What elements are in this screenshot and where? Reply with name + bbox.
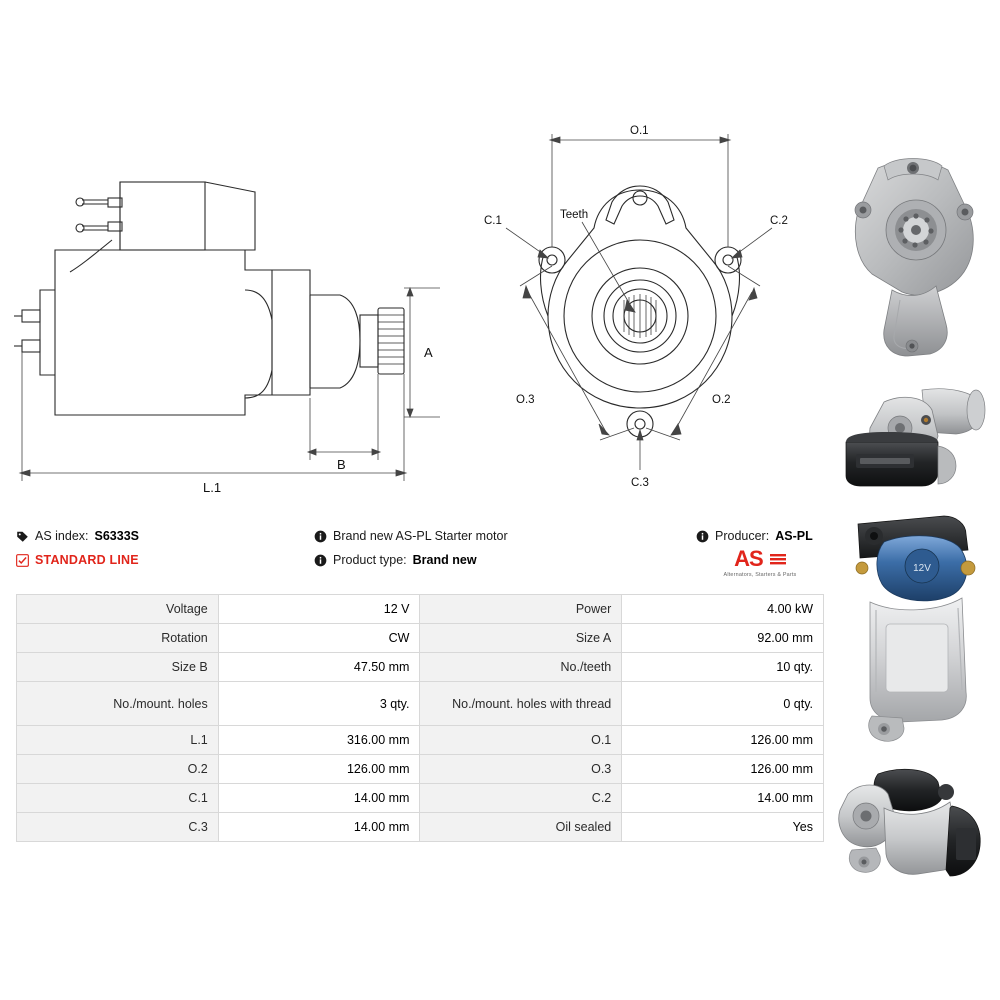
- producer-line: [696, 524, 846, 548]
- spec-key: Rotation: [17, 624, 219, 653]
- voltage-badge: 12V: [913, 563, 931, 574]
- dim-label-c1: C.1: [484, 215, 502, 227]
- spec-value: 316.00 mm: [218, 726, 420, 755]
- dim-label-l1: L.1: [203, 480, 222, 495]
- spec-key: C.2: [420, 784, 622, 813]
- table-row: [17, 624, 824, 653]
- as-pl-logo-text: AS: [734, 546, 763, 571]
- starter-front-view-drawing: [460, 120, 820, 510]
- product-type-value: Brand new: [412, 553, 477, 567]
- spec-value: 4.00 kW: [622, 595, 824, 624]
- starter-photo-solenoid[interactable]: [826, 502, 994, 752]
- info-icon: [696, 530, 709, 543]
- dim-label-teeth: Teeth: [560, 209, 589, 221]
- table-row: [17, 784, 824, 813]
- dim-label-a: A: [424, 345, 433, 360]
- checkbox-icon: [16, 554, 29, 567]
- spec-key: Size A: [420, 624, 622, 653]
- table-row: [17, 813, 824, 842]
- spec-key: No./teeth: [420, 653, 622, 682]
- info-icon: [314, 530, 327, 543]
- info-icon: [314, 554, 327, 567]
- producer-label: Producer:: [715, 529, 770, 543]
- spec-value: 10 qty.: [622, 653, 824, 682]
- table-row: [17, 653, 824, 682]
- spec-value: 14.00 mm: [218, 784, 420, 813]
- product-description: Brand new AS-PL Starter motor: [333, 529, 508, 543]
- dim-label-o2: O.2: [712, 394, 731, 406]
- table-row: [17, 726, 824, 755]
- spec-key: O.1: [420, 726, 622, 755]
- standard-line-label: STANDARD LINE: [35, 553, 139, 567]
- starter-photo-angle[interactable]: [826, 758, 994, 898]
- tag-icon: [16, 530, 29, 543]
- spec-key: Power: [420, 595, 622, 624]
- spec-key: L.1: [17, 726, 219, 755]
- starter-side-view-drawing: [10, 140, 450, 500]
- spec-value: CW: [218, 624, 420, 653]
- table-row: [17, 682, 824, 726]
- dim-label-o3: O.3: [516, 394, 535, 406]
- spec-key: O.2: [17, 755, 219, 784]
- as-index-line: [16, 524, 306, 548]
- as-pl-logo-mark: [700, 548, 820, 571]
- spec-value: 92.00 mm: [622, 624, 824, 653]
- spec-key: O.3: [420, 755, 622, 784]
- spec-key: Voltage: [17, 595, 219, 624]
- logo-bars-icon: [770, 549, 786, 571]
- spec-value: 14.00 mm: [622, 784, 824, 813]
- as-index-value: S6333S: [94, 529, 139, 543]
- spec-value: 47.50 mm: [218, 653, 420, 682]
- spec-key: No./mount. holes with thread: [420, 682, 622, 726]
- spec-key: No./mount. holes: [17, 682, 219, 726]
- standard-line-badge: [16, 548, 306, 572]
- description-line: [314, 524, 614, 548]
- spec-value: 0 qty.: [622, 682, 824, 726]
- dim-label-c3: C.3: [631, 477, 649, 489]
- spec-value: 126.00 mm: [622, 726, 824, 755]
- info-column-index: [16, 524, 306, 572]
- spec-key: C.3: [17, 813, 219, 842]
- info-column-description: [314, 524, 614, 572]
- technical-drawings: [0, 0, 830, 510]
- starter-photo-side[interactable]: [826, 376, 994, 496]
- starter-photo-top[interactable]: [826, 150, 994, 370]
- as-index-label: AS index:: [35, 529, 89, 543]
- dim-label-o1: O.1: [630, 125, 649, 137]
- spec-key: C.1: [17, 784, 219, 813]
- table-row: [17, 755, 824, 784]
- spec-value: 14.00 mm: [218, 813, 420, 842]
- dim-label-b: B: [337, 457, 346, 472]
- producer-value: AS-PL: [775, 529, 813, 543]
- spec-value: 126.00 mm: [622, 755, 824, 784]
- table-row: [17, 595, 824, 624]
- spec-value: 3 qty.: [218, 682, 420, 726]
- product-photo-gallery: [826, 150, 994, 904]
- dim-label-c2: C.2: [770, 215, 788, 227]
- as-pl-logo-subtitle: Alternators, Starters & Parts: [723, 572, 797, 579]
- specification-table: [16, 594, 824, 842]
- spec-key: Oil sealed: [420, 813, 622, 842]
- spec-key: Size B: [17, 653, 219, 682]
- spec-value: 126.00 mm: [218, 755, 420, 784]
- spec-value: 12 V: [218, 595, 420, 624]
- spec-value: Yes: [622, 813, 824, 842]
- as-pl-logo: [700, 548, 820, 582]
- info-column-producer: [696, 524, 846, 548]
- product-type-line: [314, 548, 614, 572]
- product-type-label: Product type:: [333, 553, 407, 567]
